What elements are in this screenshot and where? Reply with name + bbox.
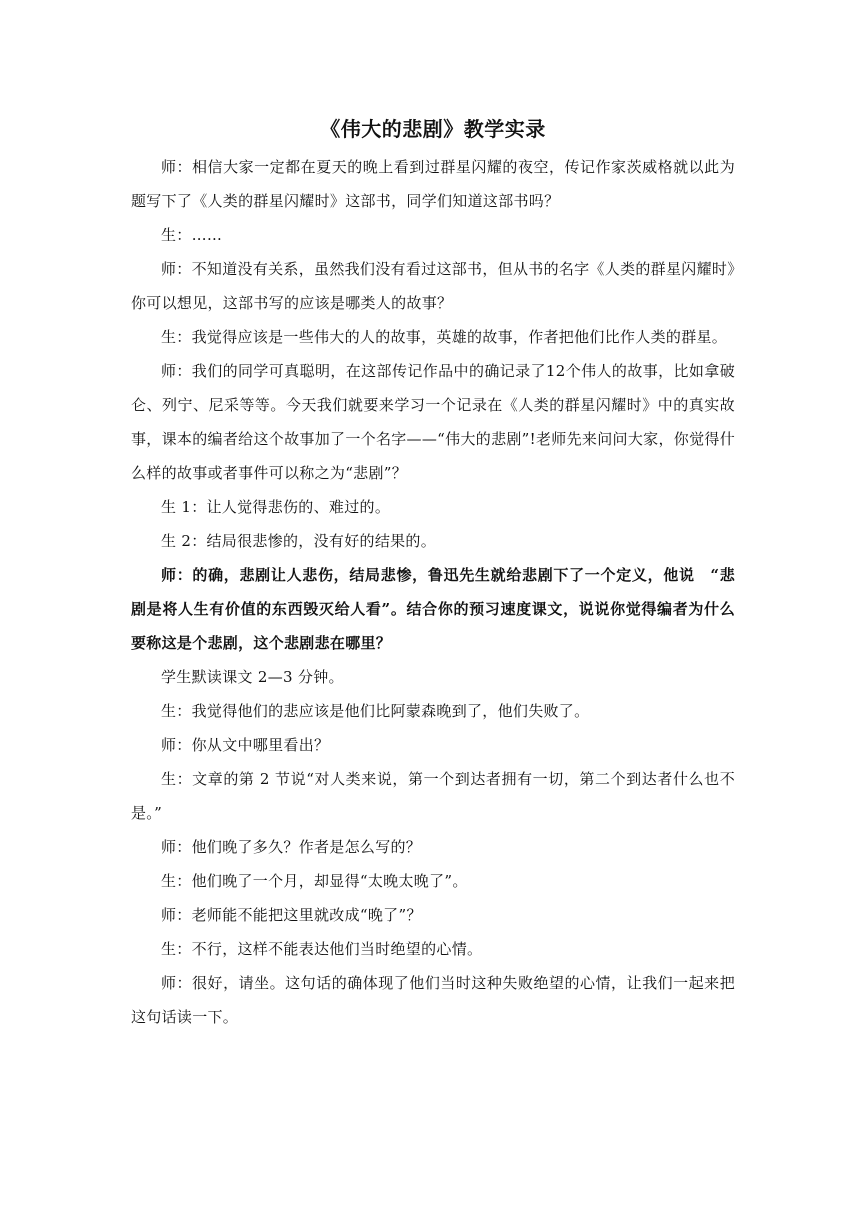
paragraph: 生 1：让人觉得悲伤的、难过的。 [161,498,391,516]
paragraph: 生 2：结局很悲惨的，没有好的结果的。 [161,532,437,550]
document-page [131,110,735,1034]
paragraph: 生：我觉得他们的悲应该是他们比阿蒙森晚到了，他们失败了。 [161,702,590,720]
paragraph: 学生默读课文 2—3 分钟。 [161,668,344,686]
paragraph-bold: 师：的确，悲剧让人悲伤，结局悲惨，鲁迅先生就给悲剧下了一个定义，他说 “悲剧是将人生有价值的东西毁灭给人看”。结合你的预习速度课文，说说你觉得编者为什么要称这是个悲剧，这个悲剧悲在哪里？ [131,566,735,652]
paragraph: 师：你从文中哪里看出？ [161,736,330,754]
paragraph: 生：不行，这样不能表达他们当时绝望的心情。 [161,940,483,958]
paragraph: 师：老师能不能把这里就改成“晚了”？ [161,906,422,924]
paragraph: 生：文章的第 2 节说“对人类来说，第一个到达者拥有一切，第二个到达者什么也不是。” [131,770,735,822]
paragraph: 生：他们晚了一个月，却显得“太晚太晚了”。 [161,872,468,890]
paragraph: 师：相信大家一定都在夏天的晚上看到过群星闪耀的夜空，传记作家茨威格就以此为题写下了《人类的群星闪耀时》这部书，同学们知道这部书吗？ [131,158,735,210]
paragraph: 师：我们的同学可真聪明，在这部传记作品中的确记录了12个伟人的故事，比如拿破仑、列宁、尼采等等。今天我们就要来学习一个记录在《人类的群星闪耀时》中的真实故事，课本的编者给这个故事加了一个名字——“伟大的悲剧”!老师先来问问大家，你觉得什么样的故事或者事件可以称之为“悲剧”？ [131,362,735,482]
paragraph: 生：我觉得应该是一些伟大的人的故事，英雄的故事，作者把他们比作人类的群星。 [161,328,728,346]
paragraph: 师：很好，请坐。这句话的确体现了他们当时这种失败绝望的心情，让我们一起来把这句话读一下。 [131,974,735,1026]
paragraph: 生：…… [161,226,223,244]
paragraph: 师：他们晚了多久？作者是怎么写的？ [161,838,422,856]
paragraph: 师：不知道没有关系，虽然我们没有看过这部书，但从书的名字《人类的群星闪耀时》你可以想见，这部书写的应该是哪类人的故事？ [131,260,735,312]
document-title: 《伟大的悲剧》教学实录 [320,117,546,141]
